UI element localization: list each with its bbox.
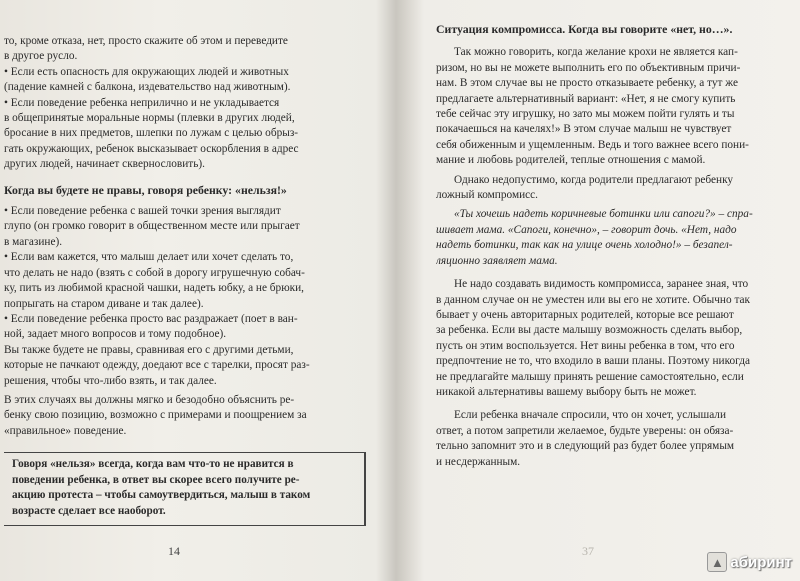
right-page-text bbox=[436, 22, 776, 470]
text-line: поведении ребенка, в ответ вы скорее всего получите ре- bbox=[12, 473, 300, 486]
text-line: предпочтение не то, что входило в ваши планы. Поэтому никогда bbox=[436, 355, 750, 368]
bullet-item bbox=[4, 312, 344, 343]
watermark-logo bbox=[707, 551, 792, 573]
text-line: в общепринятые моральные нормы (плевки в других людей, bbox=[4, 112, 295, 125]
text-line: шивает мама. «Сапоги, конечно», – говорит дочь. «Нет, надо bbox=[436, 223, 737, 236]
paragraph bbox=[436, 45, 776, 168]
text-line: Не надо создавать видимость компромисса, заранее зная, что bbox=[454, 278, 749, 291]
text-line: ку, пить из любимой красной чашки, надеть юбку, а не брюки, bbox=[4, 282, 305, 295]
bullet-item bbox=[4, 204, 344, 250]
page-number: 37 bbox=[582, 544, 594, 558]
paragraph bbox=[436, 277, 776, 400]
paragraph bbox=[4, 343, 344, 389]
text-line: ответ, а потом запретили желаемое, будьте уверены: он обяза- bbox=[436, 424, 734, 437]
labyrinth-logo-icon: ▲ bbox=[707, 552, 727, 572]
text-line: гать окружающих, ребенок высказывает оскорбления в адрес bbox=[4, 142, 299, 155]
bullet-item bbox=[4, 96, 344, 173]
section-heading: Когда вы будете не правы, говоря ребенку: «нельзя!» bbox=[4, 182, 287, 197]
text-line: предлагаете альтернативный вариант: «Нет, я не смогу купить bbox=[436, 92, 736, 105]
text-line: бенку свою позицию, возможно с примерами и поощрением за bbox=[4, 409, 307, 422]
text-line: бросание в них предметов, шлепки по лужам с целью обрыз- bbox=[4, 127, 299, 140]
text-line: тельно запомнит это и в следующий раз будет более упрямым bbox=[436, 440, 735, 453]
text-line: никакой альтернативы вашему выбору быть не может. bbox=[436, 385, 697, 398]
text-line: (падение камней с балкона, издевательство над животным). bbox=[4, 81, 291, 94]
text-line: Если ребенка вначале спросили, что он хочет, услышали bbox=[454, 409, 726, 422]
text-line: себя обиженным и ущемленным. Ведь и того важнее всего пони- bbox=[436, 138, 749, 151]
text-line: решения, чтобы что-либо взять, и так далее. bbox=[4, 374, 217, 387]
text-line: попрыгать на старом диване и так далее). bbox=[4, 297, 204, 310]
text-line: Так можно говорить, когда желание крохи не является кап- bbox=[454, 46, 738, 59]
right-page bbox=[408, 0, 800, 581]
section-heading: Ситуация компромисса. Когда вы говорите «нет, но…». bbox=[436, 22, 733, 36]
text-line: ляционно заявляет мама. bbox=[436, 254, 558, 267]
logo-text: абиринт bbox=[730, 553, 792, 571]
text-line: Однако недопустимо, когда родители предлагают ребенку bbox=[454, 173, 734, 186]
text-line: ризом, но вы не можете выполнить его по объективным причи- bbox=[436, 61, 741, 74]
example-dialogue bbox=[436, 207, 776, 269]
left-page bbox=[0, 0, 388, 581]
text-line: за ребенка. Если вы дасте малышу возможность сделать выбор, bbox=[436, 324, 743, 337]
text-line: акцию протеста – чтобы самоутвердиться, малыш в таком bbox=[12, 489, 311, 502]
text-line: которые не пачкают одежду, доедают все с тарелки, просят раз- bbox=[4, 359, 310, 372]
bullet-item bbox=[4, 250, 344, 312]
text-line: бывает у очень авторитарных родителей, которые все решают bbox=[436, 308, 734, 321]
text-line: мание и любовь родителей, теплые отношения с мамой. bbox=[436, 154, 706, 167]
text-line: Говоря «нельзя» всегда, когда вам что-то не нравится в bbox=[12, 458, 294, 470]
text-line: в магазине). bbox=[4, 235, 63, 248]
bullet-item bbox=[4, 65, 344, 96]
text-line: тебе сейчас эту игрушку, но зато мы можем пойти гулять и ты bbox=[436, 108, 735, 121]
paragraph bbox=[4, 393, 344, 439]
text-line: ной, задает много вопросов и тому подобное). bbox=[4, 328, 227, 341]
text-line: возрасте сделает все наоборот. bbox=[12, 504, 166, 517]
text-line: не предлагайте малышу принять решение самостоятельно, если bbox=[436, 370, 744, 383]
text-line: • Если поведение ребенка с вашей точки зрения выглядит bbox=[4, 204, 344, 219]
text-line: В этих случаях вы должны мягко и безодобно объяснить ре- bbox=[4, 393, 295, 406]
text-line: ложный компромисс. bbox=[436, 189, 538, 202]
text-line: что делать не надо (взять с собой в дорогу игрушечную собач- bbox=[4, 266, 305, 279]
text-line: в данном случае он не уместен или вы его не хотите. Обычно так bbox=[436, 293, 751, 306]
text-line: покачаешься на качелях!» В этом случае малыш не чувствует bbox=[436, 123, 732, 136]
page-number: 14 bbox=[168, 544, 180, 558]
text-line: нам. В этом случае вы не просто отказываете ребенку, а тут же bbox=[436, 77, 738, 90]
text-line: то, кроме отказа, нет, просто скажите об этом и переведите bbox=[4, 35, 288, 47]
text-line: • Если вам кажется, что малыш делает или хочет сделать то, bbox=[4, 250, 344, 265]
paragraph bbox=[436, 408, 776, 470]
text-line: и несдержанным. bbox=[436, 455, 521, 468]
text-line: «правильное» поведение. bbox=[4, 424, 127, 437]
text-line: надеть ботинки, так как на улице очень холодно!» – безапел- bbox=[436, 239, 733, 252]
text-line: глупо (он громко говорит в общественном месте или прыгает bbox=[4, 220, 300, 233]
text-line: в другое русло. bbox=[4, 50, 78, 63]
text-line: пусть он этим воспользуется. Нет вины ребенка в том, что его bbox=[436, 339, 735, 352]
text-line: • Если поведение ребенка неприлично и не укладывается bbox=[4, 96, 344, 111]
left-intro bbox=[4, 34, 344, 65]
text-line: • Если поведение ребенка просто вас раздражает (поет в ван- bbox=[4, 312, 344, 327]
text-line: • Если есть опасность для окружающих людей и животных bbox=[4, 65, 344, 80]
text-line: других людей, начинает сквернословить). bbox=[4, 158, 205, 171]
left-page-text bbox=[4, 34, 344, 439]
highlight-box bbox=[4, 452, 366, 526]
paragraph bbox=[436, 173, 776, 204]
text-line: «Ты хочешь надеть коричневые ботинки или сапоги?» – спра- bbox=[454, 208, 753, 221]
text-line: Вы также будете не правы, сравнивая его с другими детьми, bbox=[4, 343, 294, 356]
